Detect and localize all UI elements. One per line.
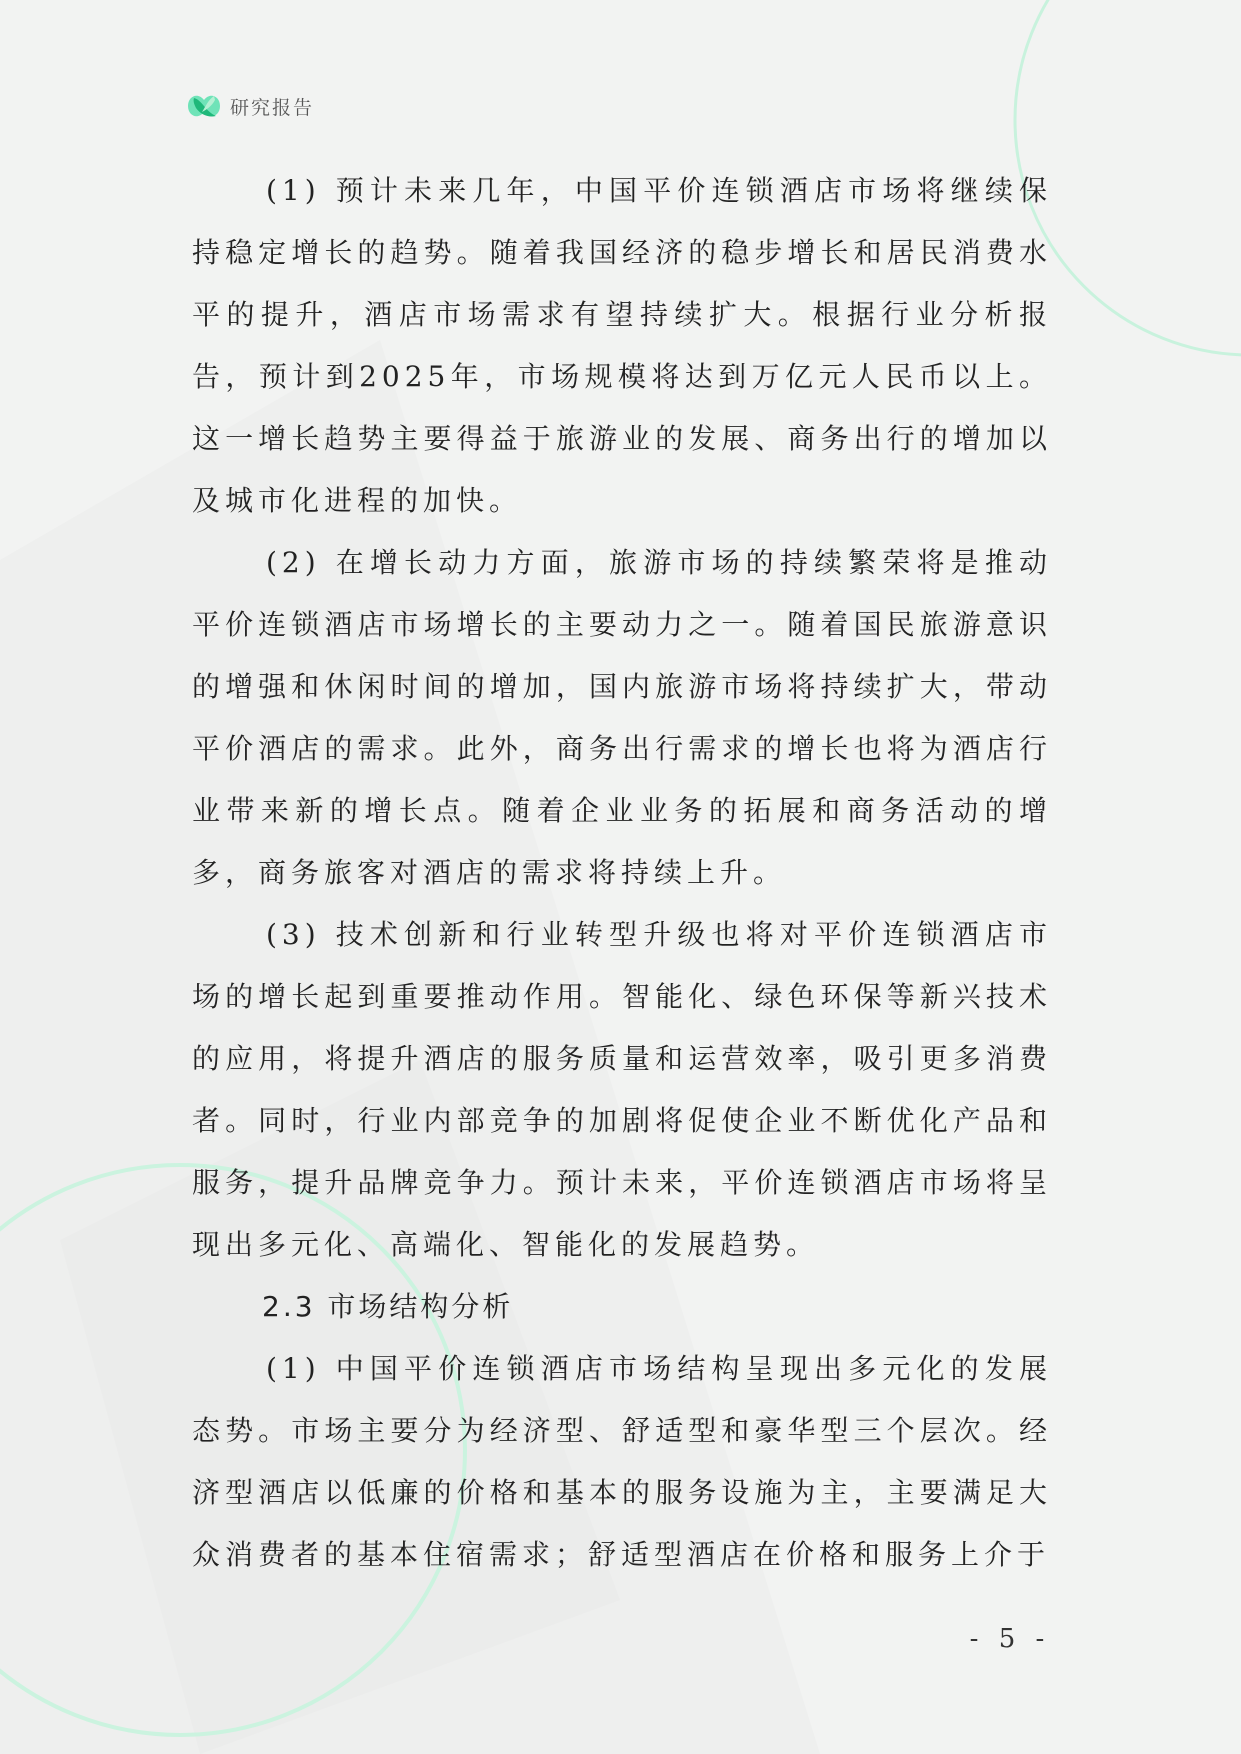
report-header: [186, 88, 314, 124]
section-heading: 2.3 市场结构分析: [262, 1290, 514, 1323]
page-number: - 5 -: [969, 1624, 1051, 1654]
document-body: [192, 160, 1052, 1586]
paragraph-growth-drivers: (2) 在增长动力方面，旅游市场的持续繁荣将是推动平价连锁酒店市场增长的主要动力之一。随着国民旅游意识的增强和休闲时间的增加，国内旅游市场将持续扩大，带动平价酒店的需求。此外，商务出行需求的增长也将为酒店行业带来新的增长点。随着企业业务的拓展和商务活动的增多，商务旅客对酒店的需求将持续上升。: [192, 546, 1052, 889]
paragraph-market-structure: (1) 中国平价连锁酒店市场结构呈现出多元化的发展态势。市场主要分为经济型、舒适型和豪华型三个层次。经济型酒店以低廉的价格和基本的服务设施为主，主要满足大众消费者的基本住宿需求；舒适型酒店在价格和服务上介于: [192, 1352, 1052, 1571]
paragraph-tech-innovation: (3) 技术创新和行业转型升级也将对平价连锁酒店市场的增长起到重要推动作用。智能化、绿色环保等新兴技术的应用，将提升酒店的服务质量和运营效率，吸引更多消费者。同时，行业内部竞争的加剧将促使企业不断优化产品和服务，提升品牌竞争力。预计未来，平价连锁酒店市场将呈现出多元化、高端化、智能化的发展趋势。: [192, 918, 1052, 1261]
report-header-label: 研究报告: [230, 96, 315, 119]
leaf-logo-icon: [186, 90, 222, 122]
paragraph-growth-trend: (1) 预计未来几年，中国平价连锁酒店市场将继续保持稳定增长的趋势。随着我国经济的稳步增长和居民消费水平的提升，酒店市场需求有望持续扩大。根据行业分析报告，预计到2025年，市场规模将达到万亿元人民币以上。这一增长趋势主要得益于旅游业的发展、商务出行的增加以及城市化进程的加快。: [192, 174, 1052, 517]
